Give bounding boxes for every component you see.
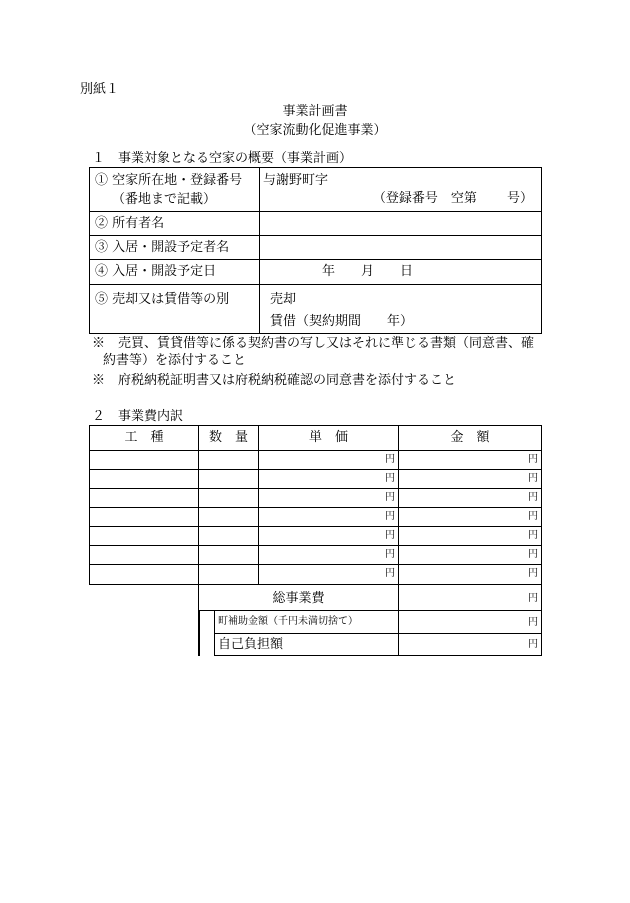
value-sale-lease[interactable] [260, 285, 541, 333]
label-owner: ② 所有者名 [95, 216, 165, 231]
cell-quantity[interactable] [199, 565, 259, 584]
label-location [90, 168, 260, 211]
cell-quantity[interactable] [199, 451, 259, 469]
row-subsidy [214, 611, 542, 634]
date-placeholder: 年 月 日 [322, 264, 414, 279]
row-owner [90, 212, 541, 236]
cell-work-type[interactable] [90, 546, 199, 564]
cell-amount[interactable] [399, 470, 541, 488]
cell-amount[interactable] [399, 451, 541, 469]
label-owner-cell [90, 212, 260, 235]
location-prefix: 与謝野町字 [263, 173, 329, 188]
yen-unit: 円 [528, 568, 538, 579]
cell-unit-price[interactable] [259, 508, 399, 526]
header-unit-price: 単 価 [308, 430, 348, 445]
row-location [90, 168, 541, 212]
option-sale: 売却 [270, 292, 297, 307]
label-sale-lease: ⑤ 売却又は賃借等の別 [95, 292, 230, 307]
yen-unit: 円 [528, 492, 538, 503]
yen-unit: 円 [385, 511, 395, 522]
label-subsidy: 町補助金額（千円未満切捨て） [218, 616, 358, 627]
cell-work-type[interactable] [90, 489, 199, 507]
cell-unit-price[interactable] [259, 489, 399, 507]
row-self-pay [214, 634, 542, 656]
label-location-line2: （番地まで記載） [112, 192, 217, 207]
note1-line1: ※ 売買、賃貸借等に係る契約書の写し又はそれに準じる書類（同意書、確 [92, 336, 535, 351]
cell-work-type[interactable] [90, 565, 199, 584]
table-row [90, 527, 541, 546]
yen-unit: 円 [385, 530, 395, 541]
label-sale-lease-cell [90, 285, 260, 333]
label-total: 総事業費 [272, 591, 325, 606]
yen-unit: 円 [528, 617, 538, 628]
cell-unit-price[interactable] [259, 527, 399, 545]
cell-amount[interactable] [399, 527, 541, 545]
row-sale-lease [90, 285, 541, 333]
value-date[interactable] [260, 260, 541, 284]
yen-unit: 円 [528, 473, 538, 484]
yen-unit: 円 [528, 593, 538, 604]
row-occupant [90, 236, 541, 260]
yen-unit: 円 [528, 639, 538, 650]
cell-unit-price[interactable] [259, 565, 399, 584]
cell-work-type[interactable] [90, 451, 199, 469]
note2: ※ 府税納税証明書又は府税納税確認の同意書を添付すること [92, 373, 457, 388]
cell-quantity[interactable] [199, 508, 259, 526]
cell-amount[interactable] [399, 508, 541, 526]
yen-unit: 円 [528, 454, 538, 465]
section1-heading: １ 事業対象となる空家の概要（事業計画） [92, 151, 353, 166]
header-work-type: 工 種 [124, 430, 164, 445]
yen-unit: 円 [528, 530, 538, 541]
value-subsidy[interactable] [399, 611, 541, 634]
yen-unit: 円 [385, 473, 395, 484]
cell-amount[interactable] [399, 546, 541, 564]
table-row [90, 470, 541, 489]
cell-work-type[interactable] [90, 508, 199, 526]
cell-amount[interactable] [399, 489, 541, 507]
cell-unit-price[interactable] [259, 546, 399, 564]
cell-work-type[interactable] [90, 527, 199, 545]
label-location-line1: ① 空家所在地・登録番号 [95, 173, 243, 188]
table-row [90, 489, 541, 508]
label-occupant: ③ 入居・開設予定者名 [95, 240, 230, 255]
left-border [198, 611, 200, 656]
header-quantity: 数 量 [208, 430, 248, 445]
label-date-cell [90, 260, 260, 284]
label-self-pay: 自己負担額 [218, 637, 284, 652]
option-lease: 賃借（契約期間 年） [270, 314, 414, 329]
yen-unit: 円 [385, 568, 395, 579]
cell-quantity[interactable] [199, 489, 259, 507]
row-total [198, 585, 542, 611]
document-subtitle: （空家流動化促進事業） [243, 123, 387, 138]
cell-unit-price[interactable] [259, 451, 399, 469]
value-total[interactable] [399, 585, 541, 611]
cell-quantity[interactable] [199, 470, 259, 488]
attachment-label: 別紙１ [80, 82, 120, 97]
yen-unit: 円 [385, 492, 395, 503]
table-row [90, 451, 541, 470]
cell-quantity[interactable] [199, 546, 259, 564]
value-owner[interactable] [260, 212, 541, 235]
plan-table [89, 167, 542, 334]
table-row [90, 565, 541, 584]
cell-work-type[interactable] [90, 470, 199, 488]
value-self-pay[interactable] [399, 634, 541, 656]
yen-unit: 円 [385, 454, 395, 465]
value-occupant[interactable] [260, 236, 541, 259]
note1-line2: 約書等）を添付すること [103, 353, 247, 368]
cell-amount[interactable] [399, 565, 541, 584]
cell-unit-price[interactable] [259, 470, 399, 488]
label-occupant-cell [90, 236, 260, 259]
yen-unit: 円 [528, 549, 538, 560]
cell-quantity[interactable] [199, 527, 259, 545]
yen-unit: 円 [385, 549, 395, 560]
section2-heading: ２ 事業費内訳 [92, 409, 184, 424]
label-date: ④ 入居・開設予定日 [95, 264, 217, 279]
yen-unit: 円 [528, 511, 538, 522]
row-date [90, 260, 541, 285]
header-amount: 金 額 [450, 430, 490, 445]
value-location[interactable] [260, 168, 541, 211]
document-title: 事業計画書 [282, 104, 348, 119]
cost-table [89, 425, 542, 585]
table-row [90, 508, 541, 527]
table-row [90, 546, 541, 565]
registration-number: （登録番号 空第 号） [372, 191, 533, 206]
cost-table-header [90, 426, 541, 451]
